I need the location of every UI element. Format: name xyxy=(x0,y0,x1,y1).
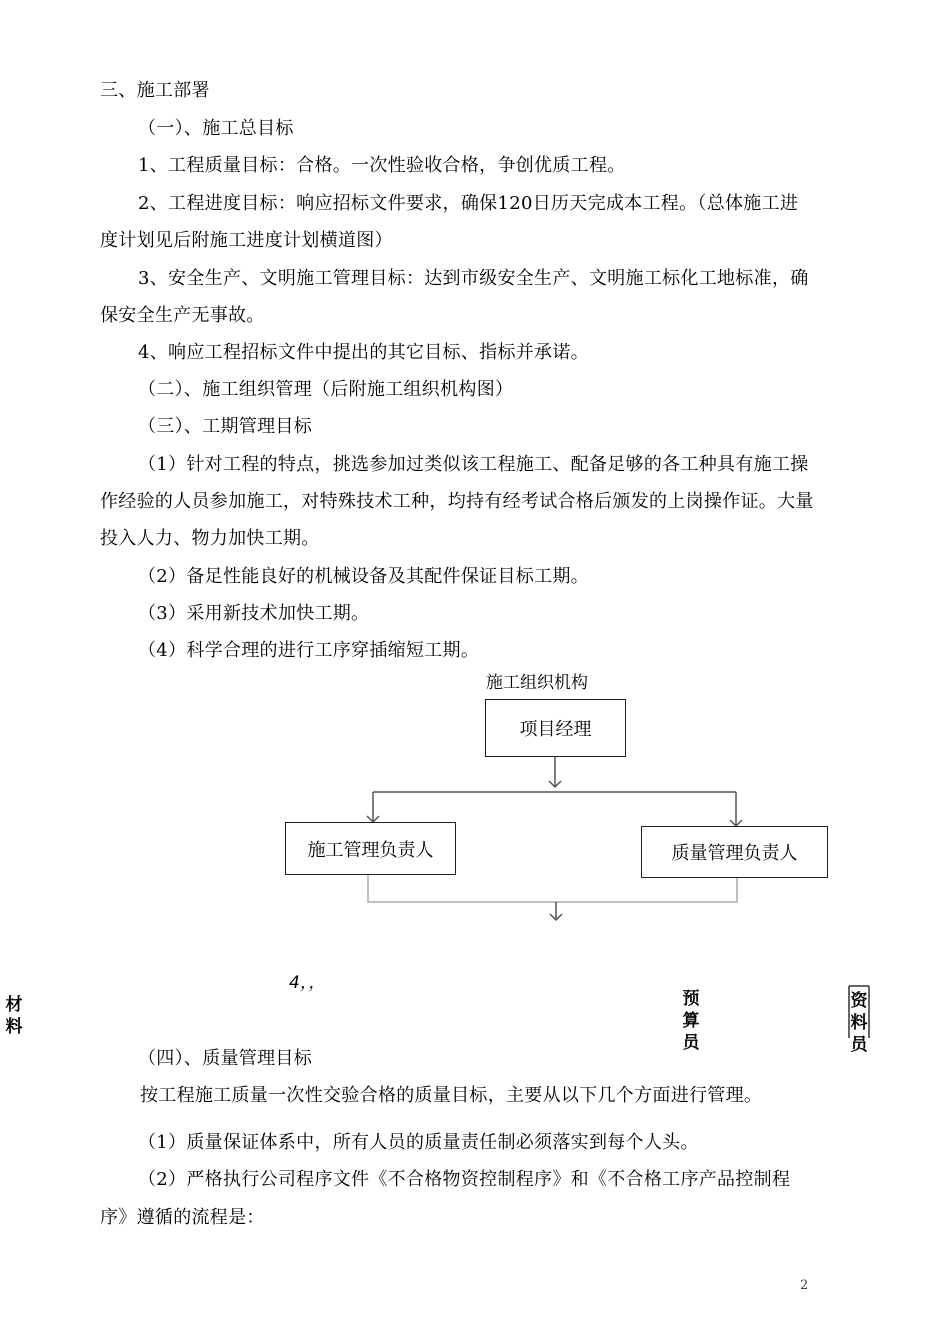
section-heading: 三、施工部署 xyxy=(100,80,210,101)
org-box-project-manager: 项目经理 xyxy=(485,699,626,757)
paragraph-period-1c: 投入人力、物力加快工期。 xyxy=(100,528,320,549)
paragraph-other-goals: 4、响应工程招标文件中提出的其它目标、指标并承诺。 xyxy=(138,342,589,363)
paragraph-quality-2a: （2）严格执行公司程序文件《不合格物资控制程序》和《不合格工序产品控制程 xyxy=(138,1169,791,1190)
org-box-construction-manager: 施工管理负责人 xyxy=(285,822,456,875)
paragraph-period-3: （3）采用新技术加快工期。 xyxy=(138,603,370,624)
subsection-4-title: （四）、质量管理目标 xyxy=(138,1048,312,1069)
org-fragment-budget: 预算员 xyxy=(682,989,700,1053)
paragraph-schedule-goal-2: 度计划见后附施工进度计划横道图） xyxy=(100,230,393,251)
paragraph-quality-1: （1）质量保证体系中，所有人员的质量责任制必须落实到每个人头。 xyxy=(138,1132,699,1153)
paragraph-quality-goal: 1、工程质量目标：合格。一次性验收合格，争创优质工程。 xyxy=(138,155,626,176)
org-box-quality-manager: 质量管理负责人 xyxy=(641,826,828,878)
paragraph-period-1a: （1）针对工程的特点，挑选参加过类似该工程施工、配备足够的各工种具有施工操 xyxy=(138,454,809,475)
paragraph-schedule-goal-1: 2、工程进度目标：响应招标文件要求，确保120日历天完成本工程。（总体施工进 xyxy=(138,193,799,214)
subsection-1-title: （一）、施工总目标 xyxy=(138,118,294,139)
paragraph-period-4: （4）科学合理的进行工序穿插缩短工期。 xyxy=(138,640,480,661)
paragraph-safety-goal-2: 保安全生产无事故。 xyxy=(100,305,265,326)
org-fragment-materials: 材料 xyxy=(5,995,23,1037)
paragraph-quality-2b: 序》遵循的流程是： xyxy=(100,1207,265,1228)
org-fragment-records: 资料员 xyxy=(850,991,868,1055)
paragraph-safety-goal-1: 3、安全生产、文明施工管理目标：达到市级安全生产、文明施工标化工地标准，确 xyxy=(138,268,809,289)
subsection-2-title: （二）、施工组织管理（后附施工组织机构图） xyxy=(138,379,514,400)
subsection-3-title: （三）、工期管理目标 xyxy=(138,416,312,437)
org-chart-title: 施工组织机构 xyxy=(486,673,588,693)
org-fragment-middle: 4，， xyxy=(289,973,326,993)
paragraph-quality-intro: 按工程施工质量一次性交验合格的质量目标，主要从以下几个方面进行管理。 xyxy=(140,1085,763,1106)
paragraph-period-1b: 作经验的人员参加施工，对特殊技术工种，均持有经考试合格后颁发的上岗操作证。大量 xyxy=(100,491,814,512)
page-number: 2 xyxy=(800,1278,809,1293)
paragraph-period-2: （2）备足性能良好的机械设备及其配件保证目标工期。 xyxy=(138,566,589,587)
